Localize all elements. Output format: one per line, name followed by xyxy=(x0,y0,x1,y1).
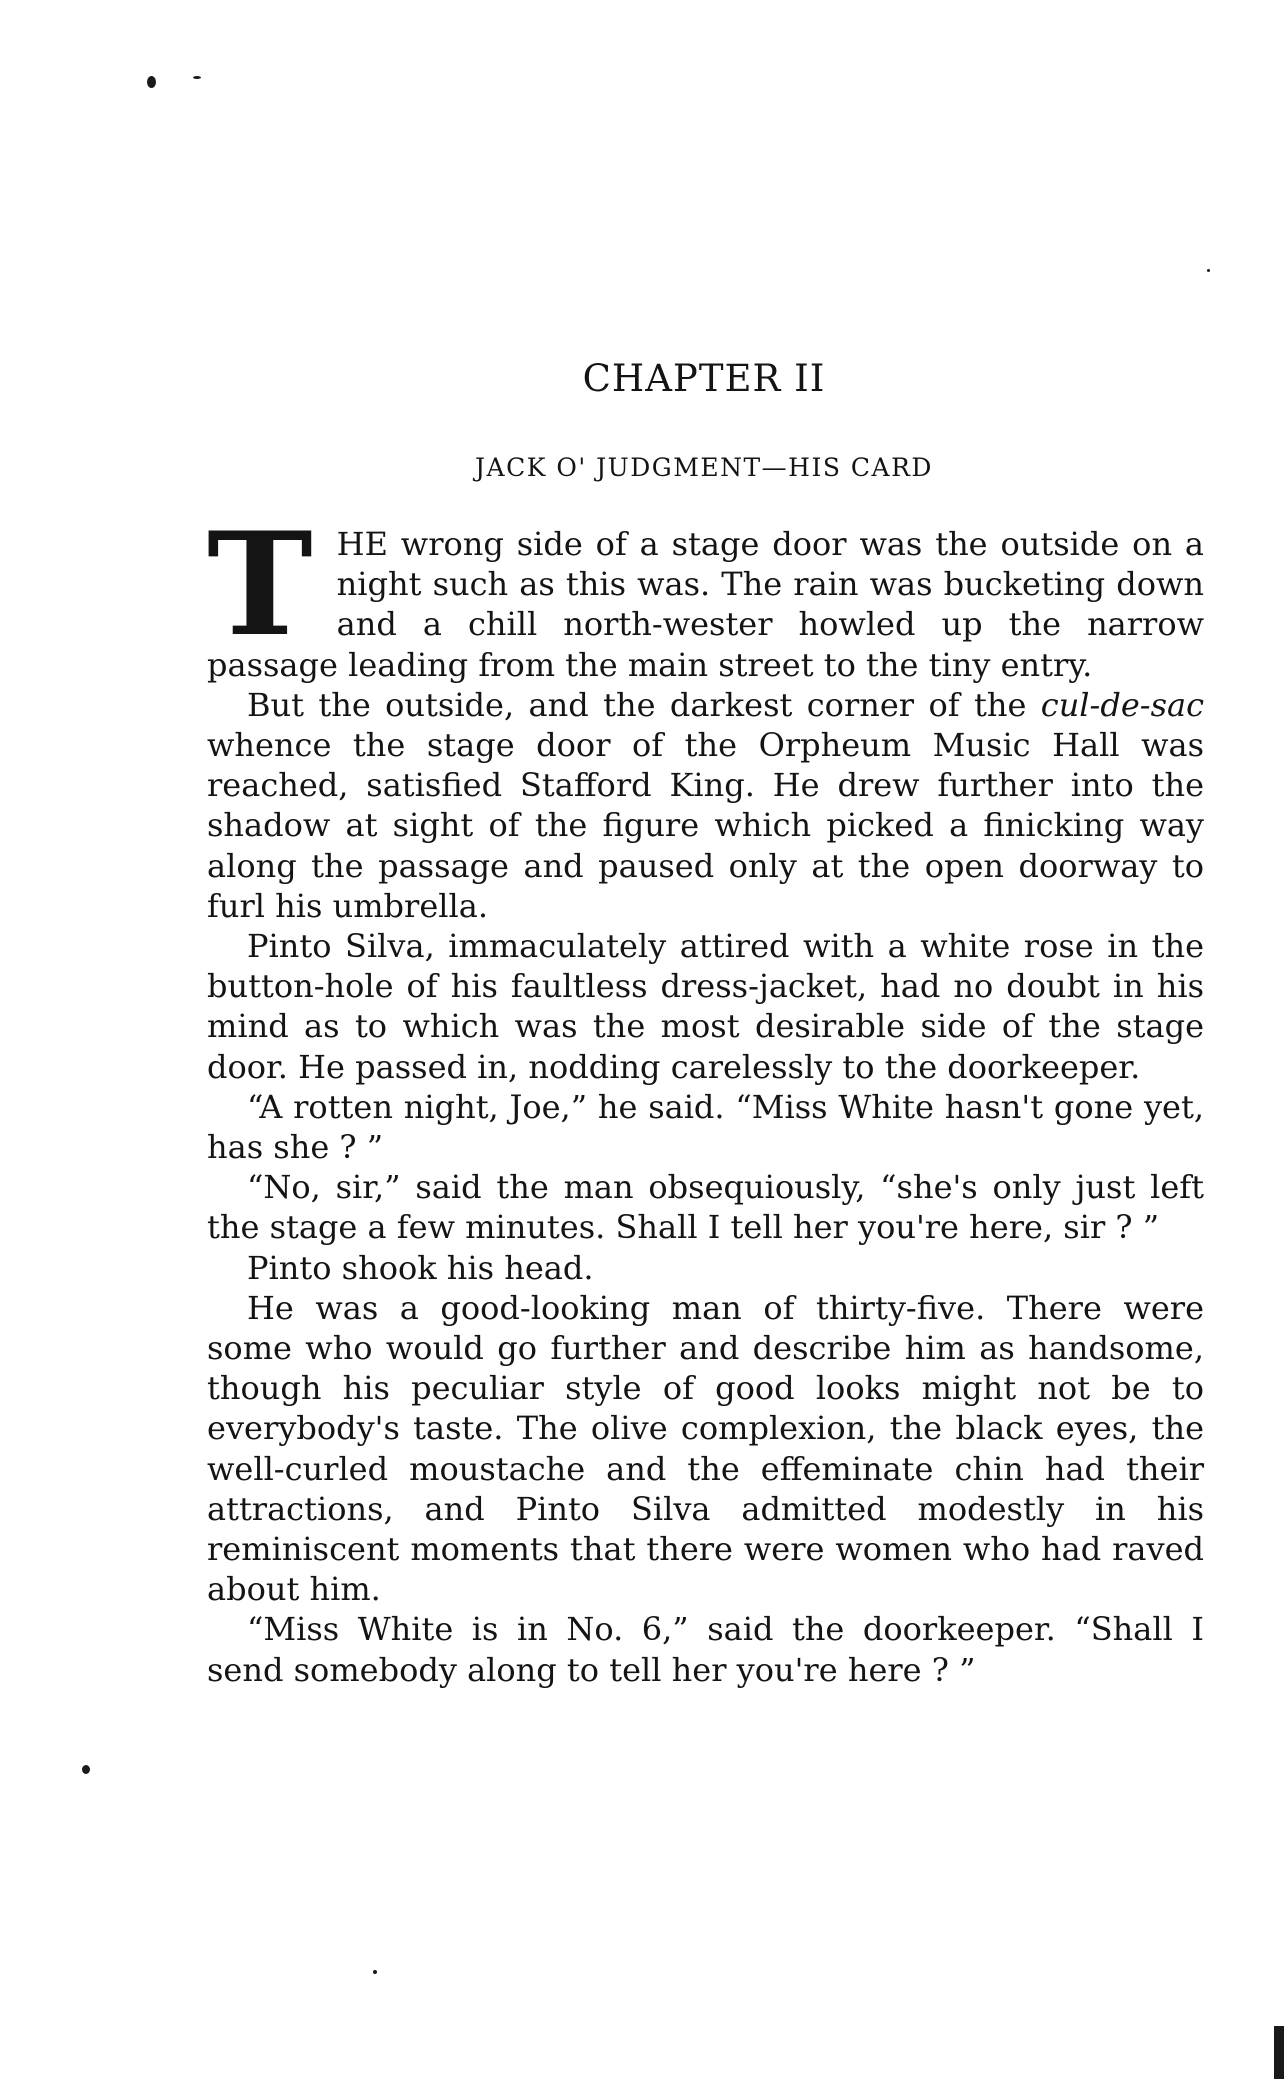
ink-speck xyxy=(1207,269,1210,272)
paragraph: “A rotten night, Joe,” he said. “Miss White hasn't gone yet, has she ? ” xyxy=(207,1087,1204,1167)
ink-speck xyxy=(82,1765,90,1774)
paragraph-text: HE wrong side of a stage door was the outside on a night such as this was. The rain was bucketing down and a chill north-wester howled up the narrow passage leading from the main street to the tiny entry. xyxy=(207,525,1204,684)
paragraph: “Miss White is in No. 6,” said the doorkeeper. “Shall I send somebody along to tell her you're here ? ” xyxy=(207,1610,1204,1689)
chapter-title: CHAPTER II xyxy=(582,357,826,400)
paragraph-text: whence the stage door of the Orpheum Music Hall was reached, satisfied Stafford King. He drew further into the shadow at sight of the figure which picked a finicking way along the passage and paused only at the open doorway to furl his umbrella. xyxy=(207,726,1204,925)
chapter-body xyxy=(207,502,1204,1690)
paragraph-text: But the outside, and the darkest corner of the xyxy=(247,685,1041,724)
paragraph: “No, sir,” said the man obsequiously, “she's only just left the stage a few minutes. Shall I tell her you're here, sir ? ” xyxy=(207,1168,1204,1247)
paragraph: Pinto Silva, immaculately attired with a white rose in the button-hole of his faultless dress-jacket, had no doubt in his mind as to which was the most desirable side of the stage door. He passed in, nodding carelessly to the doorkeeper. xyxy=(207,927,1204,1086)
page-edge-mark xyxy=(1274,2026,1284,2079)
paragraph: He was a good-looking man of thirty-five. There were some who would go further and describe him as handsome, though his peculiar style of good looks might not be to everybody's taste. The olive complexion, the black eyes, the well-curled moustache and the effeminate chin had their attractions, and Pinto Silva admitted modestly in his reminiscent moments that there were women who had raved about him. xyxy=(207,1288,1204,1609)
paragraph xyxy=(207,502,1204,685)
italic-term: cul-de-sac xyxy=(1040,685,1204,724)
ink-speck xyxy=(147,76,156,88)
ink-speck xyxy=(193,76,201,79)
paragraph: Pinto shook his head. xyxy=(247,1248,594,1287)
paragraph xyxy=(207,685,1204,926)
drop-cap: T xyxy=(207,502,313,668)
chapter-subtitle: JACK O' JUDGMENT—HIS CARD xyxy=(475,453,933,482)
ink-speck xyxy=(373,1970,377,1974)
